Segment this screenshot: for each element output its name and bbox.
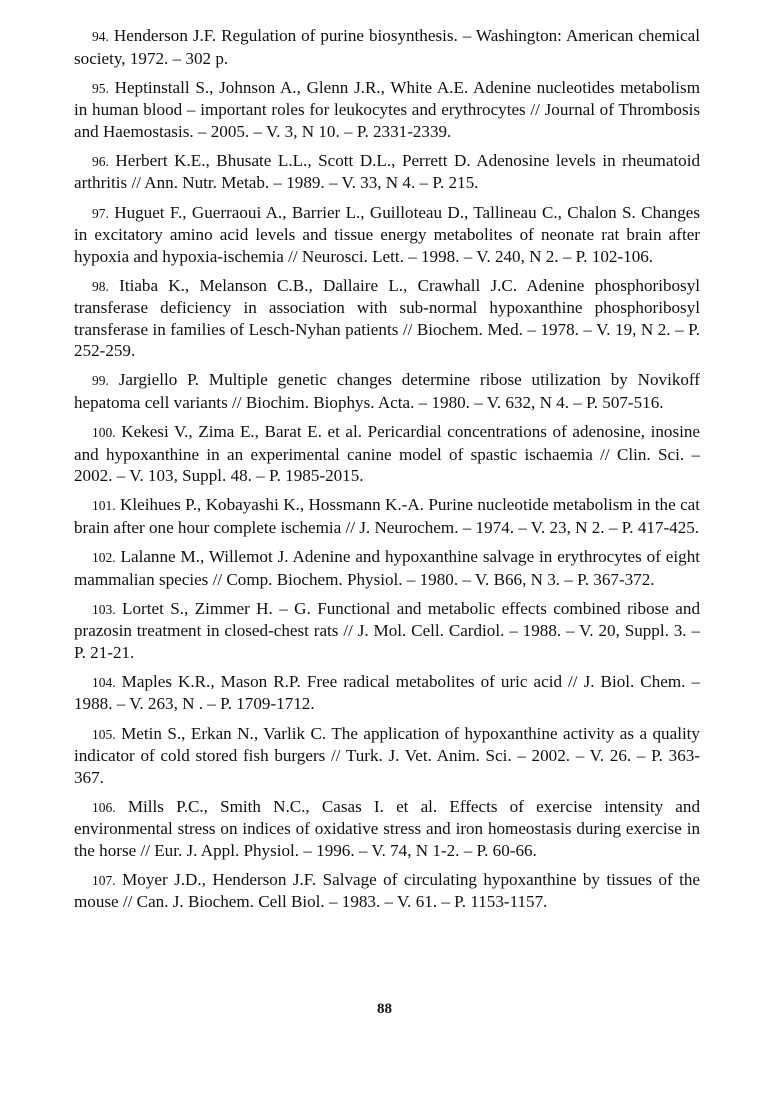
reference-text: Mills P.C., Smith N.C., Casas I. et al. Effects of exercise intensity and environmental stress on indices of oxidative stress and iron homeostasis during exercise in the horse // Eur. J. Appl. Physiol. – 1996. – V. 74, N 1-2. – P. 60-66. xyxy=(74,796,700,860)
reference-text: Huguet F., Guerraoui A., Barrier L., Guilloteau D., Tallineau C., Chalon S. Changes in excitatory amino acid levels and tissue energy metabolites of neonate rat brain after hypoxia and hypoxia-ischemia // Neurosci. Lett. – 1998. – V. 240, N 2. – P. 102-106. xyxy=(74,202,700,266)
reference-item xyxy=(74,25,700,69)
reference-item xyxy=(74,796,700,862)
reference-list xyxy=(74,25,700,921)
reference-item xyxy=(74,494,700,538)
reference-number: 102. xyxy=(92,550,116,565)
reference-number: 95. xyxy=(92,80,109,96)
reference-number: 96. xyxy=(92,153,109,169)
reference-text: Maples K.R., Mason R.P. Free radical metabolites of uric acid // J. Biol. Chem. – 1988. – V. 263, N . – P. 1709-1712. xyxy=(74,671,700,714)
reference-item xyxy=(74,275,700,362)
reference-text: Metin S., Erkan N., Varlik C. The application of hypoxanthine activity as a quality indicator of cold stored fish burgers // Turk. J. Vet. Anim. Sci. – 2002. – V. 26. – P. 363-367. xyxy=(74,723,700,787)
reference-text: Lalanne M., Willemot J. Adenine and hypoxanthine salvage in erythrocytes of eight mammalian species // Comp. Biochem. Physiol. – 1980. – V. B66, N 3. – P. 367-372. xyxy=(74,547,700,589)
reference-item xyxy=(74,598,700,664)
reference-item xyxy=(74,869,700,913)
reference-text: Itiaba K., Melanson C.B., Dallaire L., Crawhall J.C. Adenine phosphoribosyl transferase deficiency in association with sub-normal hypoxanthine phosphoribosyl transferase in families of Lesch-Nyhan patients // Biochem. Med. – 1978. – V. 19, N 2. – P. 252-259. xyxy=(74,275,700,361)
reference-text: Herbert K.E., Bhusate L.L., Scott D.L., Perrett D. Adenosine levels in rheumatoid arthritis // Ann. Nutr. Metab. – 1989. – V. 33, N 4. – P. 215. xyxy=(74,150,700,193)
reference-item xyxy=(74,546,700,590)
reference-text: Heptinstall S., Johnson A., Glenn J.R., White A.E. Adenine nucleotides metabolism in human blood – important roles for leukocytes and erythrocytes // Journal of Thrombosis and Haemostasis. – 2005. – V. 3, N 10. – P. 2331-2339. xyxy=(74,77,700,141)
reference-text: Lortet S., Zimmer H. – G. Functional and metabolic effects combined ribose and prazosin treatment in closed-chest rats // J. Mol. Cell. Cardiol. – 1988. – V. 20, Suppl. 3. – P. 21-21. xyxy=(74,598,700,662)
reference-item xyxy=(74,150,700,194)
reference-number: 103. xyxy=(92,601,116,617)
reference-text: Kekesi V., Zima E., Barat E. et al. Pericardial concentrations of adenosine, inosine and hypoxanthine in an experimental canine model of spastic ischaemia // Clin. Sci. – 2002. – V. 103, Suppl. 48. – P. 1985-2015. xyxy=(74,422,700,486)
reference-text: Kleihues P., Kobayashi K., Hossmann K.-A. Purine nucleotide metabolism in the cat brain after one hour complete ischemia // J. Neurochem. – 1974. – V. 23, N 2. – P. 417-425. xyxy=(74,495,700,537)
reference-text: Henderson J.F. Regulation of purine biosynthesis. – Washington: American chemical society, 1972. – 302 p. xyxy=(74,26,700,68)
reference-number: 105. xyxy=(92,726,116,742)
reference-number: 94. xyxy=(92,29,109,44)
reference-item xyxy=(74,723,700,789)
reference-number: 104. xyxy=(92,674,116,690)
reference-number: 106. xyxy=(92,799,116,815)
reference-item xyxy=(74,77,700,143)
reference-item xyxy=(74,421,700,487)
reference-text: Moyer J.D., Henderson J.F. Salvage of circulating hypoxanthine by tissues of the mouse // Can. J. Biochem. Cell Biol. – 1983. – V. 61. – P. 1153-1157. xyxy=(74,869,701,912)
reference-text: Jargiello P. Multiple genetic changes determine ribose utilization by Novikoff hepatoma cell variants // Biochim. Biophys. Acta. – 1980. – V. 632, N 4. – P. 507-516. xyxy=(74,370,700,412)
reference-item xyxy=(74,369,700,413)
reference-number: 101. xyxy=(92,498,116,514)
reference-item xyxy=(74,671,700,715)
reference-number: 97. xyxy=(92,205,109,221)
reference-number: 98. xyxy=(92,278,109,294)
reference-number: 99. xyxy=(92,373,109,389)
reference-number: 100. xyxy=(92,425,116,441)
reference-item xyxy=(74,202,700,268)
reference-number: 107. xyxy=(92,872,116,888)
page-number: 88 xyxy=(377,1001,392,1017)
